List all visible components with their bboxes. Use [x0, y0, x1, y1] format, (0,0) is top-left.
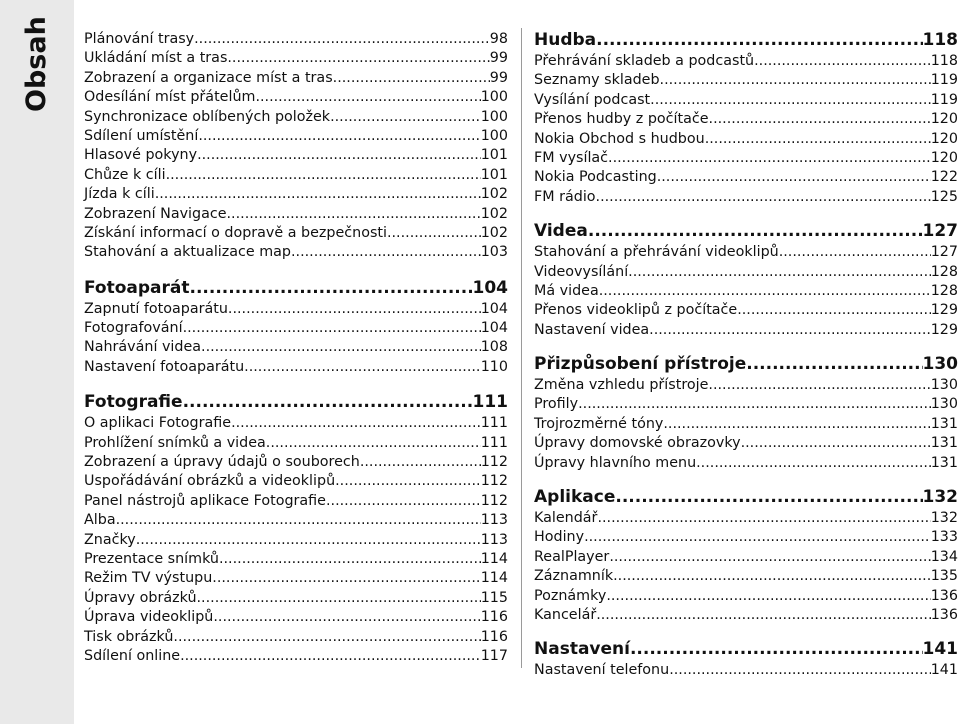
dot-leader: [219, 550, 481, 569]
dot-leader: [588, 219, 923, 243]
dot-leader: [596, 188, 931, 207]
toc-entry[interactable]: [84, 127, 508, 146]
toc-entry[interactable]: [84, 300, 508, 319]
toc-entry-page: 112: [480, 454, 508, 471]
dot-leader: [166, 166, 481, 185]
toc-heading-page: 127: [922, 221, 958, 242]
toc-entry-page: 108: [480, 339, 508, 356]
toc-left-column: [84, 0, 508, 666]
column-divider: [521, 28, 522, 668]
dot-leader: [180, 647, 481, 666]
toc-section: [84, 276, 508, 378]
dot-leader: [333, 69, 490, 88]
toc-entry-title: Zobrazení a organizace míst a tras: [84, 69, 333, 86]
dot-leader: [360, 453, 481, 472]
dot-leader: [198, 127, 480, 146]
toc-entry-title: Úprava videoklipů: [84, 609, 214, 626]
toc-entry-title: Zobrazení a úpravy údajů o souborech: [84, 454, 360, 471]
toc-entry-title: Seznamy skladeb: [534, 72, 660, 89]
toc-entry-page: 127: [930, 244, 958, 261]
toc-entry-title: Plánování trasy: [84, 31, 195, 47]
toc-entry-page: 131: [930, 435, 958, 452]
toc-entry-title: Poznámky: [534, 587, 607, 604]
toc-heading[interactable]: [534, 485, 958, 509]
toc-entry[interactable]: [534, 263, 958, 282]
dot-leader: [227, 49, 489, 68]
toc-entry[interactable]: [534, 188, 958, 207]
toc-entry[interactable]: [534, 548, 958, 567]
toc-entry-title: Získání informací o dopravě a bezpečnosti: [84, 224, 387, 241]
toc-entry[interactable]: [84, 647, 508, 666]
toc-entry[interactable]: [84, 358, 508, 377]
dot-leader: [746, 352, 922, 376]
toc-heading-page: 132: [922, 487, 958, 508]
toc-entry-title: Zobrazení Navigace: [84, 205, 227, 222]
toc-entry-page: 99: [489, 50, 508, 67]
toc-entry-page: 125: [930, 188, 958, 205]
dot-leader: [227, 205, 481, 224]
toc-entry-page: 113: [480, 512, 508, 529]
toc-entry[interactable]: [84, 319, 508, 338]
toc-heading[interactable]: [534, 219, 958, 243]
dot-leader: [155, 185, 481, 204]
toc-entry-title: Značky: [84, 531, 136, 548]
toc-entry-title: Úpravy obrázků: [84, 589, 197, 606]
toc-heading[interactable]: [534, 28, 958, 52]
dot-leader: [578, 395, 931, 414]
toc-heading[interactable]: [534, 352, 958, 376]
toc-entry-page: 100: [480, 108, 508, 125]
dot-leader: [201, 338, 481, 357]
dot-leader: [228, 300, 481, 319]
toc-entry-title: RealPlayer: [534, 548, 610, 565]
toc-entry-page: 119: [930, 72, 958, 89]
toc-entry-page: 134: [930, 548, 958, 565]
toc-entry-page: 116: [480, 609, 508, 626]
toc-entry-page: 120: [930, 111, 958, 128]
dot-leader: [183, 319, 481, 338]
toc-entry-title: Má videa: [534, 282, 599, 299]
toc-entry[interactable]: [84, 434, 508, 453]
toc-entry-title: Tisk obrázků: [84, 628, 174, 645]
dot-leader: [649, 321, 931, 340]
toc-heading-page: 130: [922, 354, 958, 375]
toc-entry-page: 120: [930, 149, 958, 166]
toc-entry-title: Prezentace snímků: [84, 550, 219, 567]
dot-leader: [596, 28, 922, 52]
dot-leader: [708, 376, 930, 395]
toc-entry[interactable]: [534, 509, 958, 528]
toc-heading-title: Nastavení: [534, 639, 630, 660]
dot-leader: [255, 88, 480, 107]
toc-entry-title: Sdílení online: [84, 647, 181, 664]
toc-entry[interactable]: [84, 453, 508, 472]
toc-entry[interactable]: [534, 376, 958, 395]
toc-entry-title: O aplikaci Fotografie: [84, 415, 232, 432]
toc-entry-page: 128: [930, 263, 958, 280]
toc-heading-title: Aplikace: [534, 487, 616, 508]
toc-entry[interactable]: [84, 338, 508, 357]
dot-leader: [190, 276, 473, 300]
toc-section: [534, 637, 958, 680]
toc-heading-title: Přizpůsobení přístroje: [534, 354, 747, 375]
toc-heading-title: Fotografie: [84, 392, 183, 413]
toc-entry-page: 131: [930, 415, 958, 432]
toc-entry-page: 102: [480, 224, 508, 241]
toc-entry-title: Zapnutí fotoaparátu: [84, 300, 228, 317]
toc-entry-title: Hlasové pokyny: [84, 147, 198, 164]
dot-leader: [696, 454, 931, 473]
toc-entry[interactable]: [84, 88, 508, 107]
toc-entry-title: Kancelář: [534, 606, 597, 623]
dot-leader: [335, 472, 481, 491]
toc-entry[interactable]: [534, 130, 958, 149]
toc-entry-page: 130: [930, 377, 958, 394]
dot-leader: [609, 548, 930, 567]
toc-entry[interactable]: [534, 528, 958, 547]
toc-entry[interactable]: [84, 185, 508, 204]
toc-heading-page: 104: [472, 277, 508, 298]
dot-leader: [737, 301, 930, 320]
dot-leader: [669, 661, 931, 680]
dot-leader: [213, 608, 480, 627]
toc-entry-title: Uspořádávání obrázků a videoklipů: [84, 473, 336, 490]
toc-entry-title: Sdílení umístění: [84, 127, 199, 144]
dot-leader: [194, 30, 490, 49]
toc-entry-title: Nokia Podcasting: [534, 169, 657, 186]
toc-entry-page: 98: [489, 31, 508, 47]
dot-leader: [599, 282, 931, 301]
toc-entry[interactable]: [534, 301, 958, 320]
toc-entry-page: 104: [480, 300, 508, 317]
toc-entry-page: 100: [480, 89, 508, 106]
toc-heading-title: Videa: [534, 221, 588, 242]
toc-entry[interactable]: [534, 434, 958, 453]
toc-entry-page: 119: [930, 91, 958, 108]
dot-leader: [606, 587, 930, 606]
dot-leader: [741, 434, 931, 453]
dot-leader: [197, 589, 481, 608]
toc-entry[interactable]: [534, 91, 958, 110]
toc-entry-page: 101: [480, 166, 508, 183]
toc-entry[interactable]: [534, 587, 958, 606]
dot-leader: [608, 149, 931, 168]
toc-entry-page: 112: [480, 492, 508, 509]
toc-entry[interactable]: [534, 243, 958, 262]
toc-entry-title: Vysílání podcast: [534, 91, 651, 108]
dot-leader: [116, 511, 481, 530]
toc-entry-title: Alba: [84, 512, 116, 529]
toc-entry[interactable]: [534, 168, 958, 187]
toc-entry-page: 117: [480, 647, 508, 664]
toc-entry[interactable]: [84, 414, 508, 433]
toc-entry-page: 114: [480, 570, 508, 587]
toc-entry-page: 136: [930, 587, 958, 604]
toc-entry-title: Režim TV výstupu: [84, 570, 213, 587]
toc-entry[interactable]: [534, 282, 958, 301]
dot-leader: [212, 569, 480, 588]
toc-entry-title: Úpravy domovské obrazovky: [534, 435, 741, 452]
dot-leader: [613, 567, 931, 586]
toc-entry-page: 100: [480, 127, 508, 144]
toc-entry-page: 135: [930, 568, 958, 585]
toc-entry-title: Nastavení telefonu: [534, 662, 670, 679]
toc-entry-page: 102: [480, 186, 508, 203]
toc-entry-title: Panel nástrojů aplikace Fotografie: [84, 492, 326, 509]
toc-entry-page: 111: [480, 434, 508, 451]
toc-entry[interactable]: [84, 569, 508, 588]
toc-entry[interactable]: [534, 71, 958, 90]
toc-entry-title: Záznamník: [534, 568, 614, 585]
dot-leader: [779, 243, 931, 262]
dot-leader: [628, 263, 931, 282]
toc-entry[interactable]: [534, 395, 958, 414]
toc-entry-page: 110: [480, 358, 508, 375]
toc-entry[interactable]: [84, 628, 508, 647]
toc-entry-title: Nastavení fotoaparátu: [84, 358, 245, 375]
toc-heading[interactable]: [84, 390, 508, 414]
toc-entry-title: Trojrozměrné tóny: [534, 415, 664, 432]
dot-leader: [231, 414, 481, 433]
dot-leader: [266, 434, 481, 453]
toc-section: [534, 219, 958, 340]
toc-entry[interactable]: [84, 589, 508, 608]
toc-entry-title: Prohlížení snímků a videa: [84, 434, 266, 451]
dot-leader: [197, 146, 481, 165]
dot-leader: [663, 415, 930, 434]
toc-entry-title: FM vysílač: [534, 149, 609, 166]
toc-entry-title: Stahování a přehrávání videoklipů: [534, 244, 779, 261]
toc-entry-title: Nahrávání videa: [84, 339, 202, 356]
toc-entry-title: Přenos videoklipů z počítače: [534, 302, 738, 319]
toc-entry[interactable]: [534, 149, 958, 168]
toc-entry-title: Kalendář: [534, 510, 598, 527]
toc-heading-page: 118: [922, 30, 958, 50]
toc-entry-title: Synchronizace oblíbených položek: [84, 108, 331, 125]
toc-entry[interactable]: [84, 49, 508, 68]
toc-entry[interactable]: [84, 30, 508, 49]
dot-leader: [615, 485, 922, 509]
dot-leader: [596, 606, 930, 625]
dot-leader: [597, 509, 930, 528]
toc-entry-page: 129: [930, 302, 958, 319]
toc-entry-page: 129: [930, 321, 958, 338]
toc-entry-title: Chůze k cíli: [84, 166, 166, 183]
toc-entry-page: 141: [930, 662, 958, 679]
toc-entry[interactable]: [534, 606, 958, 625]
toc-entry[interactable]: [534, 110, 958, 129]
toc-entry[interactable]: [84, 224, 508, 243]
toc-entry[interactable]: [84, 492, 508, 511]
toc-entry-title: Profily: [534, 396, 579, 413]
toc-entry[interactable]: [534, 661, 958, 680]
toc-entry-title: Přehrávání skladeb a podcastů: [534, 53, 755, 69]
sidebar-tab: [0, 0, 74, 724]
dot-leader: [183, 390, 473, 414]
toc-entry[interactable]: [84, 108, 508, 127]
toc-entry-page: 101: [480, 147, 508, 164]
toc-entry[interactable]: [84, 472, 508, 491]
toc-entry[interactable]: [84, 69, 508, 88]
toc-entry[interactable]: [84, 146, 508, 165]
dot-leader: [709, 110, 931, 129]
toc-heading-title: Hudba: [534, 30, 597, 50]
dot-leader: [584, 528, 931, 547]
toc-entry-title: Změna vzhledu přístroje: [534, 377, 709, 394]
toc-entry[interactable]: [84, 205, 508, 224]
toc-entry-page: 136: [930, 606, 958, 623]
dot-leader: [326, 492, 481, 511]
toc-entry[interactable]: [84, 243, 508, 262]
toc-entry-title: Videovysílání: [534, 263, 629, 280]
toc-entry[interactable]: [534, 321, 958, 340]
dot-leader: [630, 637, 923, 661]
toc-entry-page: 112: [480, 473, 508, 490]
toc-entry-title: Fotografování: [84, 320, 183, 337]
toc-entry-page: 128: [930, 282, 958, 299]
toc-entry[interactable]: [534, 567, 958, 586]
toc-entry-page: 113: [480, 531, 508, 548]
toc-section: [84, 390, 508, 666]
dot-leader: [657, 168, 931, 187]
toc-entry-title: Ukládání míst a tras: [84, 50, 228, 67]
toc-right-column: [534, 0, 958, 681]
toc-entry-page: 116: [480, 628, 508, 645]
toc-entry[interactable]: [534, 415, 958, 434]
toc-entry-page: 132: [930, 510, 958, 527]
sidebar-title: Obsah: [21, 16, 52, 112]
dot-leader: [650, 91, 931, 110]
dot-leader: [136, 531, 481, 550]
toc-entry-page: 122: [930, 169, 958, 186]
toc-entry[interactable]: [84, 511, 508, 530]
toc-entry[interactable]: [534, 454, 958, 473]
toc-entry[interactable]: [534, 52, 958, 71]
toc-heading-page: 141: [922, 639, 958, 660]
toc-entry-page: 104: [480, 320, 508, 337]
toc-entry-title: Přenos hudby z počítače: [534, 111, 709, 128]
toc-entry[interactable]: [84, 608, 508, 627]
toc-section: [534, 352, 958, 473]
toc-entry[interactable]: [84, 550, 508, 569]
toc-entry-title: FM rádio: [534, 188, 596, 205]
toc-entry-page: 99: [489, 69, 508, 86]
toc-heading-title: Fotoaparát: [84, 277, 190, 298]
toc-section: [534, 485, 958, 625]
dot-leader: [173, 628, 480, 647]
toc-entry-page: 131: [930, 454, 958, 471]
toc-entry[interactable]: [84, 531, 508, 550]
dot-leader: [291, 243, 481, 262]
toc-entry-page: 114: [480, 550, 508, 567]
dot-leader: [660, 71, 931, 90]
toc-entry-page: 102: [480, 205, 508, 222]
dot-leader: [244, 358, 481, 377]
toc-entry-page: 111: [480, 415, 508, 432]
dot-leader: [705, 130, 931, 149]
dot-leader: [330, 108, 481, 127]
toc-entry-page: 133: [930, 529, 958, 546]
toc-entry-page: 120: [930, 130, 958, 147]
toc-entry-title: Odesílání míst přátelům: [84, 89, 256, 106]
toc-entry-title: Úpravy hlavního menu: [534, 454, 697, 471]
toc-entry-page: 115: [480, 589, 508, 606]
toc-section: [534, 28, 958, 207]
toc-heading[interactable]: [84, 276, 508, 300]
toc-entry-title: Nastavení videa: [534, 321, 650, 338]
toc-heading-page: 111: [472, 392, 508, 413]
toc-entry-page: 130: [930, 396, 958, 413]
toc-entry-title: Stahování a aktualizace map: [84, 244, 291, 261]
toc-section: [84, 30, 508, 263]
toc-entry-title: Nokia Obchod s hudbou: [534, 130, 705, 147]
toc-entry[interactable]: [84, 166, 508, 185]
dot-leader: [387, 224, 481, 243]
toc-entry-page: 118: [930, 53, 958, 69]
toc-heading[interactable]: [534, 637, 958, 661]
dot-leader: [754, 52, 931, 71]
toc-entry-title: Jízda k cíli: [84, 186, 155, 203]
toc-entry-title: Hodiny: [534, 529, 585, 546]
toc-entry-page: 103: [480, 244, 508, 261]
